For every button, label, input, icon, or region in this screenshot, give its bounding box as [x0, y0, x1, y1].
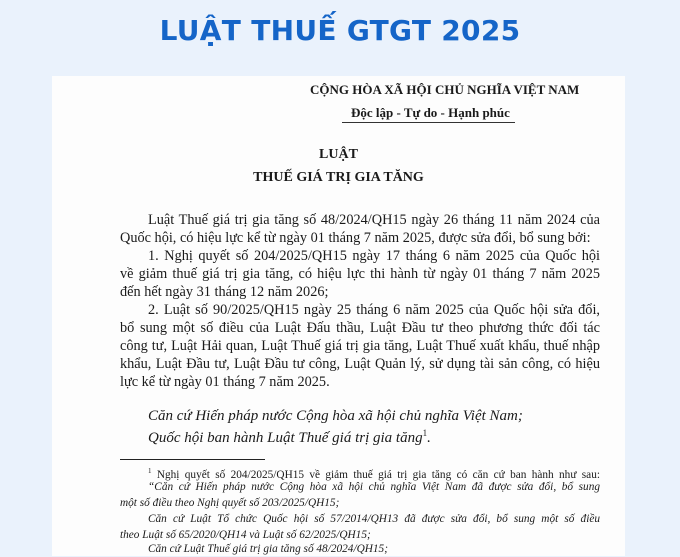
- footnote-text: Nghị quyết số 204/2025/QH15 về giảm thuế giá trị gia tăng có căn cứ ban hành như sau:: [156, 468, 600, 481]
- doc-name: THUẾ GIÁ TRỊ GIA TĂNG: [253, 170, 424, 185]
- footnote-line: theo Luật số 65/2020/QH14 và Luật số 62/2025/QH15;: [120, 529, 371, 541]
- footnote-separator: [120, 459, 265, 460]
- intro-line: Luật Thuế giá trị gia tăng số 48/2024/QH15 ngày 26 tháng 11 năm 2024 của: [148, 212, 600, 228]
- intro-line: Quốc hội, có hiệu lực kể từ ngày 01 tháng 7 năm 2025, được sửa đổi, bổ sung bởi:: [120, 230, 591, 246]
- enactment-text: Quốc hội ban hành Luật Thuế giá trị gia tăng: [148, 430, 423, 446]
- item2-line: lực kể từ ngày 01 tháng 7 năm 2025.: [120, 374, 330, 390]
- item2-line: 2. Luật số 90/2025/QH15 ngày 25 tháng 6 năm 2025 của Quốc hội sửa đổi,: [148, 302, 600, 318]
- item1-line: về giảm thuế giá trị gia tăng, có hiệu lực thi hành từ ngày 01 tháng 7 năm 2025: [120, 266, 600, 282]
- enactment-end: .: [427, 430, 431, 446]
- footnote-line: “Căn cứ Hiến pháp nước Cộng hòa xã hội chủ nghĩa Việt Nam đã được sửa đổi, bổ sung: [148, 481, 600, 493]
- page-banner-title: LUẬT THUẾ GTGT 2025: [159, 14, 521, 47]
- doc-type: LUẬT: [319, 147, 358, 162]
- footnote-line: một số điều theo Nghị quyết số 203/2025/QH15;: [120, 497, 340, 509]
- footnote-line: Căn cứ Luật Thuế giá trị gia tăng số 48/2024/QH15;: [148, 543, 388, 555]
- footnote-number: 1: [148, 467, 152, 475]
- item2-line: công tư, Luật Hải quan, Luật Thuế giá trị gia tăng, Luật Thuế xuất khẩu, thuế nhập: [120, 338, 600, 354]
- legal-basis-line: Căn cứ Hiến pháp nước Cộng hòa xã hội chủ nghĩa Việt Nam;: [148, 408, 523, 424]
- item1-line: 1. Nghị quyết số 204/2025/QH15 ngày 17 tháng 6 năm 2025 của Quốc hội: [148, 248, 600, 264]
- item2-line: bổ sung một số điều của Luật Đấu thầu, Luật Đầu tư theo phương thức đối tác: [120, 320, 600, 336]
- motto-underline: [342, 122, 515, 123]
- enactment-line: [148, 428, 431, 447]
- national-title: CỘNG HÒA XÃ HỘI CHỦ NGHĨA VIỆT NAM: [310, 82, 580, 97]
- national-motto: Độc lập - Tự do - Hạnh phúc: [351, 105, 510, 120]
- document-page: [52, 76, 625, 556]
- footnote-line: Căn cứ Luật Tổ chức Quốc hội số 57/2014/QH13 đã được sửa đổi, bổ sung một số điều: [148, 513, 600, 525]
- item2-line: khẩu, Luật Đầu tư, Luật Đầu tư công, Luật Quản lý, sử dụng tài sản công, có hiệu: [120, 356, 600, 372]
- footnote-ref[interactable]: 1: [422, 428, 428, 438]
- item1-line: đến hết ngày 31 tháng 12 năm 2026;: [120, 284, 329, 300]
